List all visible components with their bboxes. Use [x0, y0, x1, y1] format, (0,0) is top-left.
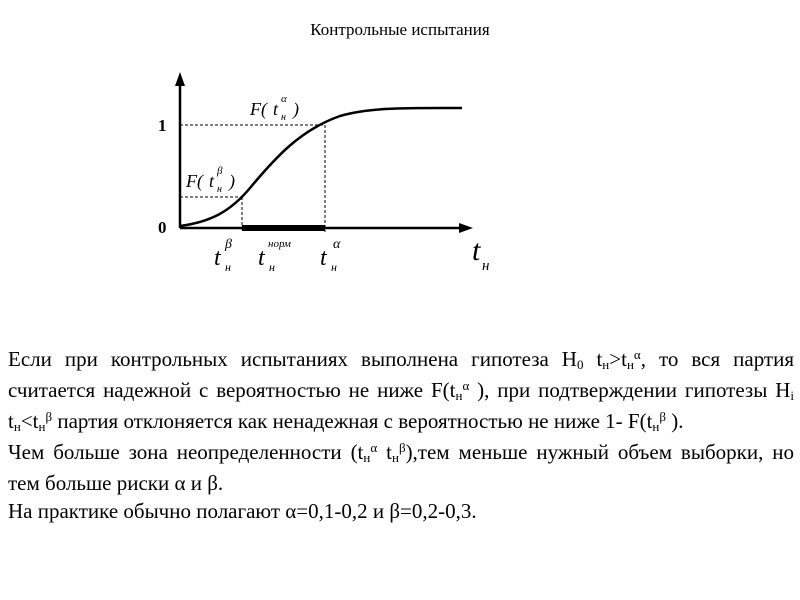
paragraph-practice: На практике обычно полагают α=0,1-0,2 и β=0,2-0,3. — [8, 499, 477, 523]
paragraph-hypothesis: Если при контрольных испытаниях выполнена гипотеза H0 $tн>tн^\alpha$, то вся партия считается надежной с вероятностью не ниже $F(tн^\alpha$ ), при подтверждении гипотезы Hi $tн<tн^\beta$ партия отклоняется как ненадежная с вероятностью не ниже 1- $F(tн^\beta$ ). — [8, 347, 794, 434]
svg-text:α: α — [333, 237, 341, 252]
y-tick-1: 1 — [158, 116, 167, 135]
x-tick-t-alpha — [320, 237, 341, 274]
svg-text:t: t — [209, 171, 215, 191]
svg-text:α: α — [281, 93, 287, 105]
svg-text:t: t — [214, 245, 221, 271]
x-tick-t-beta — [214, 237, 232, 274]
svg-text:t: t — [320, 245, 327, 271]
x-axis-arrow — [459, 223, 473, 233]
svg-text:F(: F( — [186, 171, 203, 191]
body-text — [8, 345, 794, 525]
slide-title: Контрольные испытания — [310, 20, 490, 39]
label-F-alpha — [249, 93, 299, 123]
label-F-beta — [185, 165, 235, 195]
y-axis-arrow — [175, 72, 185, 86]
svg-text:): ) — [229, 171, 235, 191]
svg-text:t: t — [258, 245, 265, 271]
y-tick-0: 0 — [158, 218, 167, 237]
svg-text:F(: F( — [250, 99, 267, 119]
svg-text:β: β — [217, 165, 223, 177]
svg-text:н: н — [331, 260, 337, 274]
svg-text:н: н — [225, 260, 231, 274]
x-axis-label — [472, 234, 489, 274]
svg-text:норм: норм — [268, 238, 291, 250]
svg-text:β: β — [225, 237, 232, 252]
svg-text:н: н — [269, 260, 275, 274]
svg-text:t: t — [472, 234, 481, 267]
svg-text:н: н — [281, 112, 286, 123]
svg-text:t: t — [273, 99, 279, 119]
paragraph-uncertainty: Чем больше зона неопределенности ($tн^\alpha$ $tн^\beta),тем$ меньше нужный объем выборки, но тем больше риски α и β. — [8, 440, 795, 495]
svg-text:): ) — [293, 99, 299, 119]
svg-text:н: н — [217, 184, 222, 195]
x-tick-t-norm — [258, 238, 291, 274]
svg-text:н: н — [482, 258, 490, 274]
cdf-figure — [140, 70, 520, 290]
